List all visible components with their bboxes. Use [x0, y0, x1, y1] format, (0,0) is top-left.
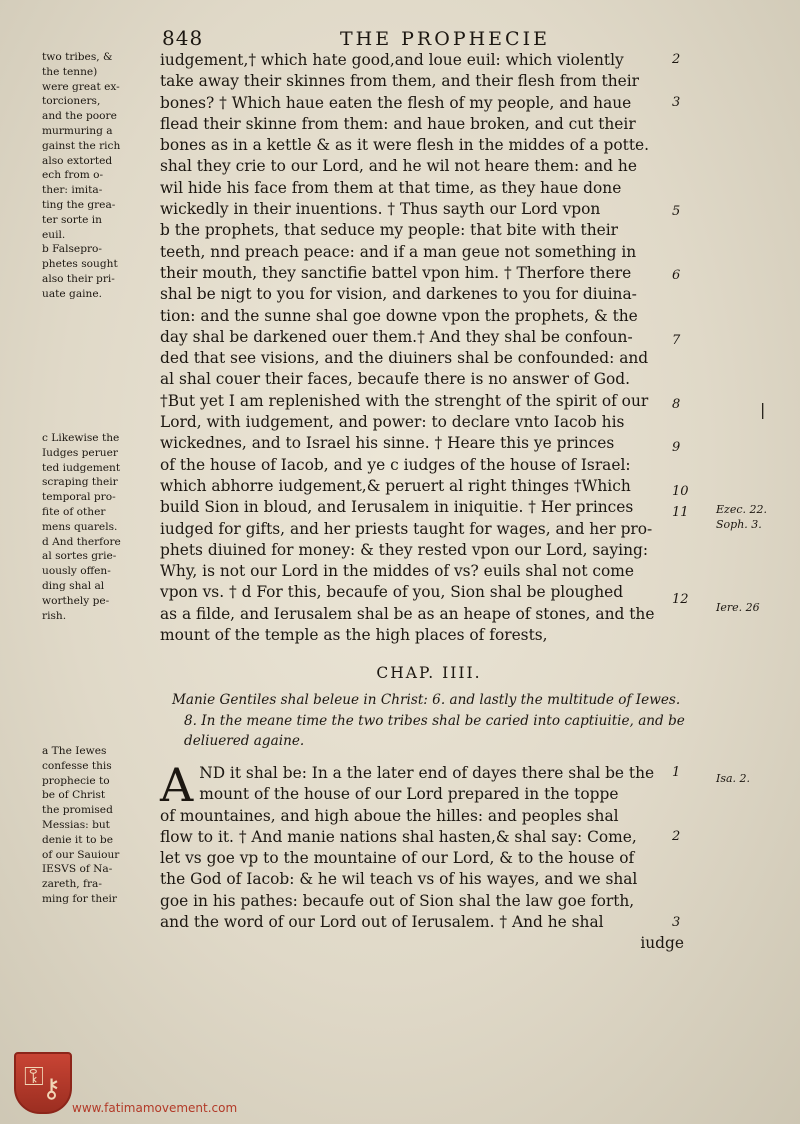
catchword: iudge [640, 934, 684, 953]
margin-note-line: Messias: but [42, 818, 110, 831]
chapter-heading: CHAP. IIII. [376, 664, 482, 682]
cross-reference: Soph. 3. [716, 518, 762, 531]
margin-note-line: mens quarels. [42, 520, 118, 533]
verse-number: 3 [672, 915, 681, 930]
text-line: mount of the house of our Lord prepared in the toppe [199, 785, 619, 804]
text-line: of mountaines, and high aboue the hilles: and peoples shal [160, 806, 619, 825]
margin-note-line: uously offen- [42, 565, 111, 578]
text-line: tion: and the sunne shal goe downe vpon the prophets, & the [160, 306, 638, 325]
text-line: which abhorre iudgement,& peruert al right thinges †Which [160, 476, 631, 495]
margin-note-line: phetes sought [42, 258, 118, 271]
text-line: take away their skinnes from them, and their flesh from their [160, 72, 640, 91]
text-line: wil hide his face from them at that time, as they haue done [160, 178, 622, 197]
verse-number: 2 [672, 829, 681, 844]
margin-note-line: c Likewise the [42, 432, 120, 444]
margin-note-line: also extorted [42, 154, 113, 167]
margin-note-line: were great ex- [42, 80, 120, 93]
verse-number: 9 [672, 440, 681, 455]
text-line: teeth, nnd preach peace: and if a man geue not something in [160, 242, 637, 261]
margin-note-2 [42, 431, 160, 623]
argument-line: 8. In the meane time the two tribes shal be caried into captiuitie, and be [184, 712, 685, 729]
verse-number: 5 [672, 204, 681, 219]
margin-note-line: fite of other [42, 505, 106, 518]
drop-cap: A [160, 758, 194, 812]
margin-note-line: denie it to be [42, 833, 113, 846]
margin-note-line: confesse this [42, 759, 112, 772]
margin-note-line: of our Sauiour [42, 848, 120, 861]
margin-note-line: ding shal al [42, 579, 105, 592]
margin-mark: | [760, 400, 766, 419]
margin-note-line: torcioners, [42, 95, 101, 108]
margin-note-line: a The Iewes [42, 745, 107, 757]
chapter-argument [172, 690, 712, 752]
margin-note-line: temporal pro- [42, 491, 116, 504]
margin-note-3 [42, 744, 160, 907]
margin-note-line: two tribes, & [42, 51, 113, 63]
text-line: Lord, with iudgement, and power: to declare vnto Iacob his [160, 413, 625, 432]
text-line: Why, is not our Lord in the middes of vs? euils shal not come [160, 562, 634, 581]
margin-note-line: Iudges peruer [42, 446, 118, 459]
text-line: ded that see visions, and the diuiners shal be confounded: and [160, 349, 649, 368]
margin-note-line: euil. [42, 228, 66, 241]
text-line: flow to it. † And manie nations shal hasten,& shal say: Come, [160, 827, 637, 846]
text-line: shal they crie to our Lord, and he wil not heare them: and he [160, 157, 637, 176]
text-line: let vs goe vp to the mountaine of our Lord, & to the house of [160, 849, 635, 868]
text-line: al shal couer their faces, becaufe there is no answer of God. [160, 370, 630, 389]
main-text-block-1 [160, 50, 698, 646]
cross-reference: Ezec. 22. [716, 503, 767, 516]
text-line: and the word of our Lord out of Ierusalem. † And he shal [160, 913, 604, 932]
text-line: vpon vs. † d For this, becaufe of you, Sion shal be ploughed [160, 583, 624, 602]
margin-note-1 [42, 50, 160, 302]
margin-note-line: ther: imita- [42, 184, 103, 197]
margin-note-line: also their pri- [42, 272, 115, 285]
margin-note-line: murmuring a [42, 124, 113, 137]
margin-note-line: uate gaine. [42, 287, 102, 300]
text-line: their mouth, they sanctifie battel vpon him. † Therfore there [160, 263, 632, 282]
margin-note-line: ting the grea- [42, 198, 116, 211]
margin-note-line: prophecie to [42, 774, 110, 787]
text-line: shal be nigt to you for vision, and darkenes to you for diuina- [160, 285, 637, 304]
margin-note-line: ter sorte in [42, 213, 102, 226]
margin-note-line: al sortes grie- [42, 550, 117, 563]
text-line: b the prophets, that seduce my people: that bite with their [160, 221, 619, 240]
margin-note-line: ech from o- [42, 169, 104, 182]
text-line: phets diuined for money: & they rested vpon our Lord, saying: [160, 540, 649, 559]
text-line: as a filde, and Ierusalem shal be as an heape of stones, and the [160, 604, 655, 623]
margin-note-line: be of Christ [42, 789, 106, 802]
verse-number: 6 [672, 268, 681, 283]
verse-number: 1 [672, 765, 681, 780]
margin-note-line: scraping their [42, 476, 118, 489]
margin-note-line: b Falsepro- [42, 243, 102, 256]
margin-note-line: IESVS of Na- [42, 863, 113, 876]
watermark-url[interactable]: www.fatimamovement.com [72, 1101, 238, 1115]
page-number: 848 [162, 26, 204, 50]
verse-number: 12 [672, 592, 689, 607]
margin-note-line: gainst the rich [42, 139, 121, 152]
verse-number: 10 [672, 484, 689, 499]
text-line: mount of the temple as the high places of forests, [160, 626, 548, 645]
margin-note-line: the tenne) [42, 65, 98, 78]
margin-note-line: and the poore [42, 110, 117, 123]
text-line: iudged for gifts, and her priests taught for wages, and her pro- [160, 519, 653, 538]
text-line: build Sion in bloud, and Ierusalem in iniquitie. † Her princes [160, 498, 634, 517]
cross-reference: Isa. 2. [716, 772, 751, 785]
text-line: bones as in a kettle & as it were flesh in the middes of a potte. [160, 136, 650, 155]
margin-note-line: d And therfore [42, 535, 121, 548]
text-line: wickedly in their inuentions. † Thus sayth our Lord vpon [160, 200, 601, 219]
verse-number: 7 [672, 333, 681, 348]
argument-line: Manie Gentiles shal beleue in Christ: 6. and lastly the multitude of Iewes. [172, 692, 681, 708]
verse-number: 2 [672, 52, 681, 67]
text-line: wickednes, and to Israel his sinne. † Heare this ye princes [160, 434, 615, 453]
text-line: iudgement,† which hate good,and loue euil: which violently [160, 51, 624, 69]
margin-note-line: worthely pe- [42, 594, 110, 607]
text-line: flead their skinne from them: and haue broken, and cut their [160, 114, 636, 133]
page-header [0, 26, 800, 52]
text-line: the God of Iacob: & he wil teach vs of his wayes, and we shal [160, 870, 638, 889]
margin-note-line: the promised [42, 804, 113, 817]
margin-note-line: ted iudgement [42, 461, 121, 474]
main-text-block-2 [160, 758, 698, 955]
cross-reference: Iere. 26 [716, 601, 760, 614]
verse-number: 8 [672, 397, 681, 412]
text-line: day shal be darkened ouer them.† And they shal be confoun- [160, 327, 633, 346]
text-line: bones? † Which haue eaten the flesh of my people, and haue [160, 93, 632, 112]
argument-line: deliuered againe. [184, 733, 305, 749]
text-line: †But yet I am replenished with the strenght of the spirit of our [160, 391, 649, 410]
margin-note-line: rish. [42, 609, 67, 622]
verse-number: 11 [672, 505, 689, 520]
verse-number: 3 [672, 95, 681, 110]
papal-seal-icon: ⚿ ⚷ [14, 1052, 72, 1114]
text-line: of the house of Iacob, and ye c iudges of the house of Israel: [160, 455, 631, 474]
text-line: goe in his pathes: becaufe out of Sion shal the law goe forth, [160, 891, 635, 910]
margin-note-line: ming for their [42, 892, 117, 905]
text-line: ND it shal be: In a the later end of dayes there shal be the [199, 764, 655, 782]
running-title: THE PROPHECIE [340, 28, 550, 50]
margin-note-line: zareth, fra- [42, 878, 102, 891]
